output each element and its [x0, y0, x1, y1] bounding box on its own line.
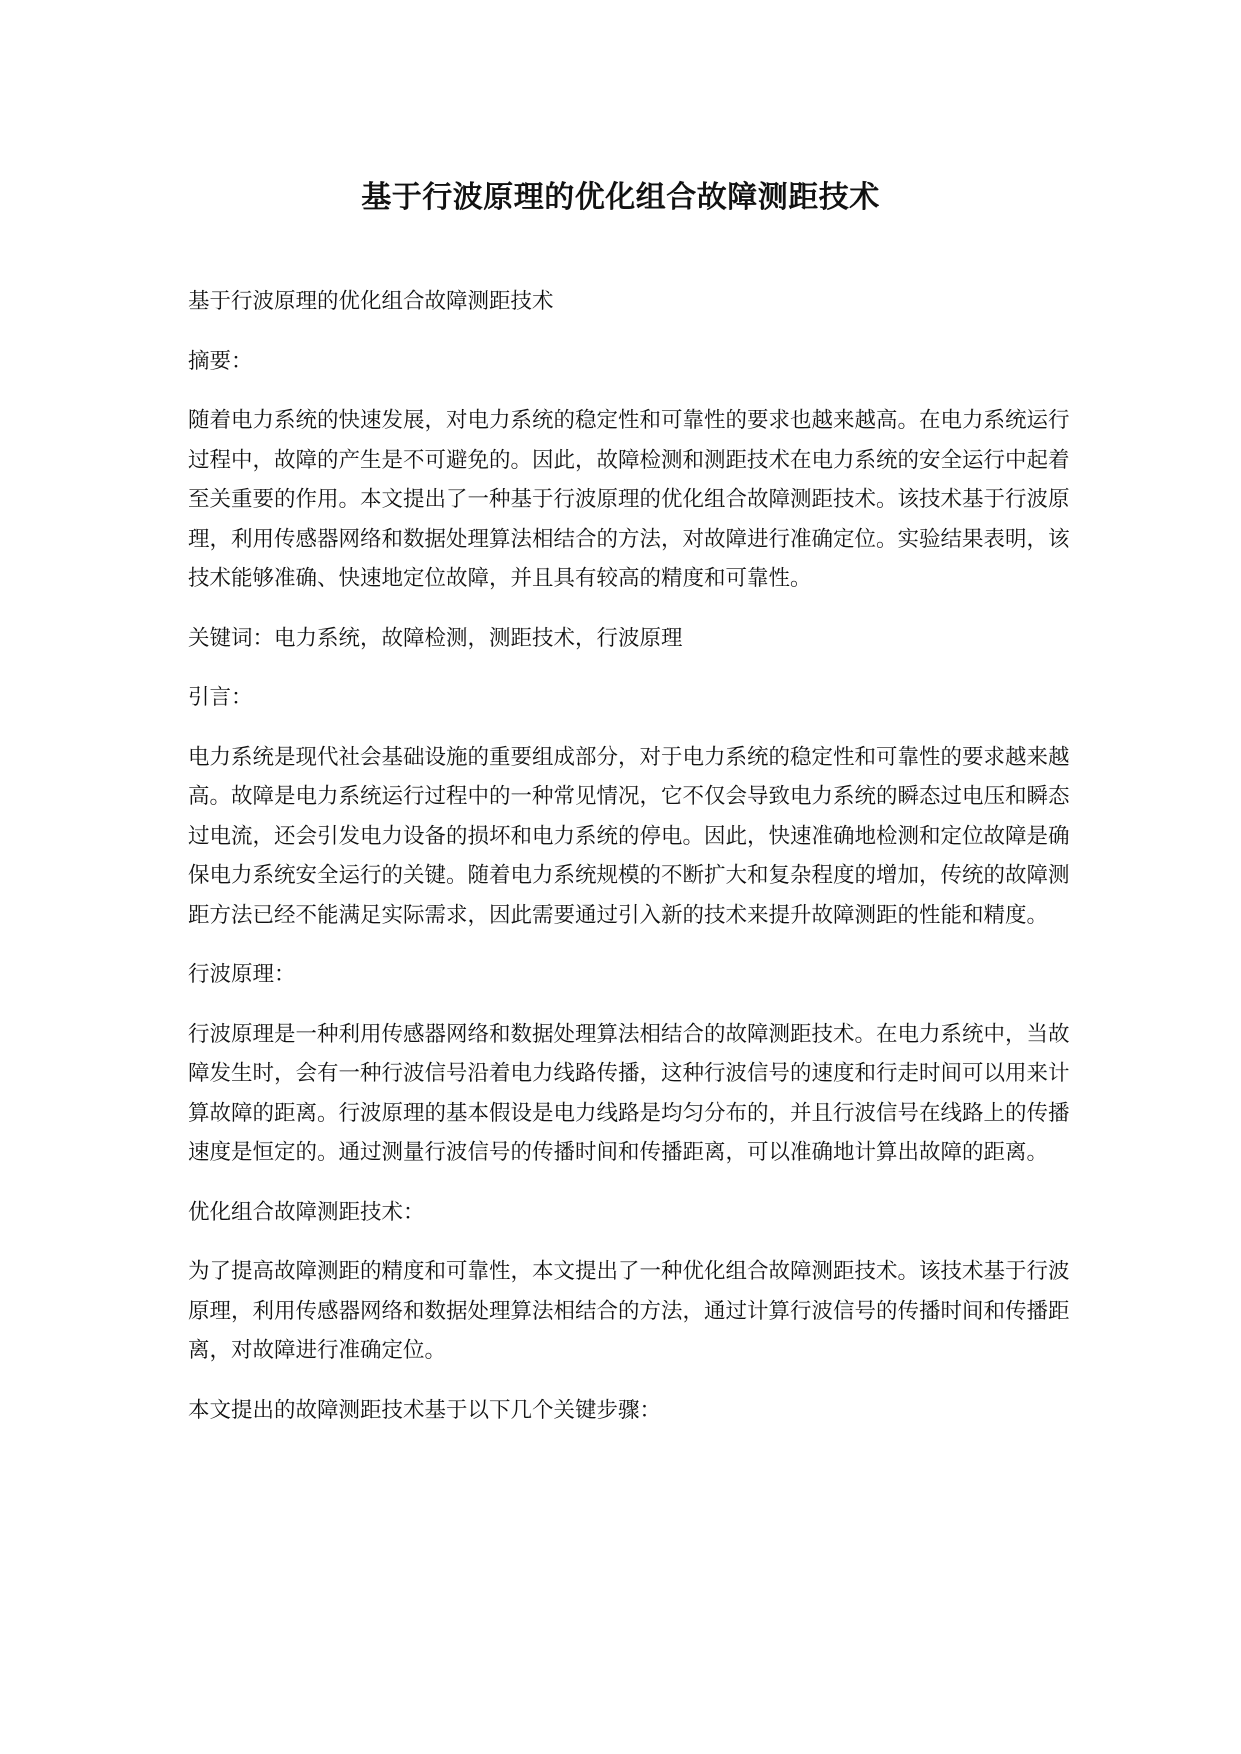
- traveling-wave-paragraph: 行波原理是一种利用传感器网络和数据处理算法相结合的故障测距技术。在电力系统中，当故障发生时，会有一种行波信号沿着电力线路传播，这种行波信号的速度和行走时间可以用来计算故障的距离。行波原理的基本假设是电力线路是均匀分布的，并且行波信号在线路上的传播速度是恒定的。通过测量行波信号的传播时间和传播距离，可以准确地计算出故障的距离。: [188, 1021, 1070, 1165]
- keywords-paragraph: 关键词：电力系统，故障检测，测距技术，行波原理: [188, 625, 683, 651]
- optimized-technique-heading: 优化组合故障测距技术：: [188, 1199, 425, 1225]
- optimized-technique-paragraph: 为了提高故障测距的精度和可靠性，本文提出了一种优化组合故障测距技术。该技术基于行波原理，利用传感器网络和数据处理算法相结合的方法，通过计算行波信号的传播时间和传播距离，对故障进行准确定位。: [188, 1259, 1070, 1363]
- abstract-paragraph: 随着电力系统的快速发展，对电力系统的稳定性和可靠性的要求也越来越高。在电力系统运行过程中，故障的产生是不可避免的。因此，故障检测和测距技术在电力系统的安全运行中起着至关重要的作用。本文提出了一种基于行波原理的优化组合故障测距技术。该技术基于行波原理，利用传感器网络和数据处理算法相结合的方法，对故障进行准确定位。实验结果表明，该技术能够准确、快速地定位故障，并且具有较高的精度和可靠性。: [188, 408, 1070, 591]
- document-body: [188, 282, 1078, 1450]
- subtitle-paragraph: 基于行波原理的优化组合故障测距技术: [188, 289, 554, 314]
- key-steps-paragraph: 本文提出的故障测距技术基于以下几个关键步骤：: [188, 1397, 662, 1423]
- traveling-wave-heading: 行波原理：: [188, 962, 296, 987]
- abstract-heading: 摘要：: [188, 348, 253, 374]
- introduction-heading: 引言：: [188, 685, 253, 710]
- introduction-paragraph: 电力系统是现代社会基础设施的重要组成部分，对于电力系统的稳定性和可靠性的要求越来越高。故障是电力系统运行过程中的一种常见情况，它不仅会导致电力系统的瞬态过电压和瞬态过电流，还会引发电力设备的损坏和电力系统的停电。因此，快速准确地检测和定位故障是确保电力系统安全运行的关键。随着电力系统规模的不断扩大和复杂程度的增加，传统的故障测距方法已经不能满足实际需求，因此需要通过引入新的技术来提升故障测距的性能和精度。: [188, 744, 1070, 928]
- document-title: 基于行波原理的优化组合故障测距技术: [361, 180, 880, 215]
